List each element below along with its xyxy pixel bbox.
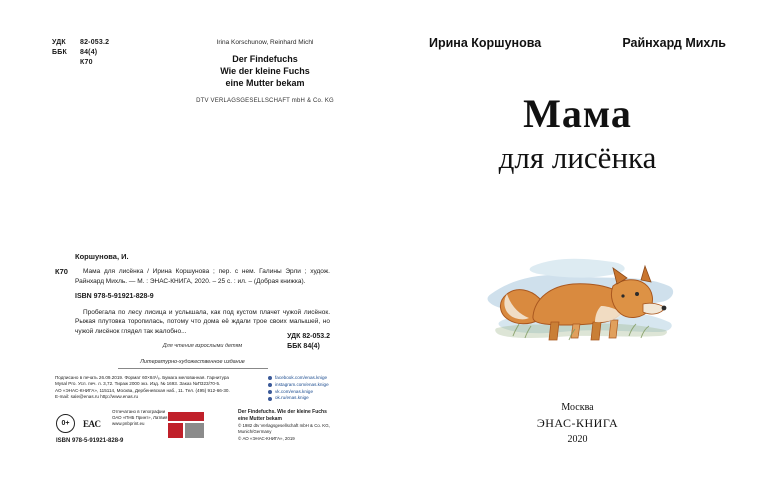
bbk-value: 84(4) [80,49,98,56]
classification-block [52,38,109,68]
vk-icon [268,390,272,394]
copyright-title-line1: Der Findefuchs. Wie der kleine Fuchs [238,409,327,415]
fox-ear-right [641,266,651,282]
classification-row [52,58,109,68]
cip-author-heading: Коршунова, И. [75,252,129,261]
divider-rule [118,368,268,369]
fox-eye-far [621,294,624,297]
copyright-line: © 1982 dtv Verlagsgesellschaft mbH & Co. KG, [238,423,330,428]
cip-age-note: Для чтения взрослыми детям [162,343,243,349]
cip-card [55,252,330,352]
fox-illustration-svg [473,228,693,368]
fox-illustration [473,228,693,368]
original-title-line2: Wie der kleine Fuchs [220,66,310,76]
classification-row [52,38,109,48]
publisher-year: 2020 [567,434,588,445]
original-title-line1: Der Findefuchs [232,54,298,64]
copyright-line: © АО «ЭНАС-КНИГА», 2019 [238,435,295,441]
shelf-label [52,58,74,68]
odnoklassniki-icon [268,397,272,401]
logo-bar-red [168,412,204,421]
printer-line: ОАО «ПНБ Принт», Латвия [112,415,168,421]
publisher-logo [168,412,204,438]
original-authors: Irina Korschunow, Reinhard Michl [216,39,314,46]
fox-leg-mid [571,324,580,338]
social-link-ok[interactable] [268,395,378,402]
social-link-label: facebook.com/enas.knige [275,375,328,380]
author-name-right: Райнхард Михль [622,36,726,50]
social-links-block [268,375,378,402]
original-title [175,53,355,89]
udk-label: УДК [52,39,66,46]
authors-row [385,36,770,50]
social-link-instagram[interactable] [268,382,378,389]
printer-line: Отпечатано в типографии [112,409,166,414]
recto-title-page [385,0,770,501]
fox-nose [662,306,667,311]
social-link-vk[interactable] [268,389,378,396]
publisher-imprint [385,400,770,447]
cip-udk-right [287,332,330,352]
title-sub-words: для лисёнка [498,140,657,175]
social-link-facebook[interactable] [268,375,378,382]
cip-annotation: Пробегала по лесу лисица и услышала, как под кустом плачет чужой лисёнок. Рыжая плутовка торопилась, потому что дома её ждали трое своих малышей, но чужой лисёнок глядел так жалобно... [75,308,330,335]
shelf-value: К70 [80,59,93,66]
cip-udk-line: УДК 82-053.2 [287,332,330,340]
fox-leg-front2 [609,320,618,338]
copyright-line: Munich/Germany [238,429,272,435]
imprint-line: АО «ЭНАС-КНИГА», 115114, Москва, Дербеневская наб., 11. Тел. (495) 912-66-30. [55,387,230,393]
book-title [385,92,770,178]
fox-leg-front [591,322,601,340]
social-link-label: instagram.com/enas.knige [275,381,329,387]
cip-bbk-line: ББК 84(4) [287,342,320,350]
logo-bar-grey [185,423,204,438]
cip-isbn: ISBN 978-5-91921-828-9 [75,293,154,300]
cip-description: Мама для лисёнка / Ирина Коршунова ; пер. с нем. Галины Эрли ; худож. Райнхард Михль. — М. : ЭНАС-КНИГА, 2020. – 25 с. : ил. – (Добрая книжка). [75,268,330,285]
facebook-icon [268,376,272,380]
printer-line: www.pnbprint.eu [112,421,145,427]
author-name-left: Ирина Коршунова [429,36,542,50]
social-link-label: vk.com/enas.knige [275,388,314,394]
classification-row [52,48,109,58]
eac-mark-icon: ЕAC [83,418,101,429]
copyright-title-line2: eine Mutter bekam [238,416,282,422]
cip-body [55,267,330,352]
imprint-line: Mysal Pro. Усл. печ. л. 3,72. Тираж 2000 экз. Изд. № 1693. Заказ №П323/70-5. [55,381,221,387]
bbk-label: ББК [52,49,67,56]
publisher-name: ЭНАС-КНИГА [536,416,619,430]
imprint-line: E-mail: sale@enas.ru http://www.enas.ru [55,394,139,400]
udk-value: 82-053.2 [80,39,110,46]
age-rating-badge: 0+ [56,414,75,433]
age-rating-block [56,414,101,433]
instagram-icon [268,383,272,387]
imprint-block [55,375,230,401]
series-note: Литературно-художественное издание [140,359,245,365]
bottom-isbn: ISBN 978-5-91921-828-9 [56,438,124,444]
cip-shelf-code: К70 [55,267,68,276]
logo-square-red [168,423,183,438]
copyright-block [238,409,368,442]
fox-leg-rear [549,322,559,340]
title-main-word: Мама [523,91,632,136]
publisher-city: Москва [561,402,594,413]
imprint-line: Подписано в печать 26.09.2019. Формат 60×84¹/₈. Бумага мелованная. Гарнитура [55,375,229,380]
fox-eye [635,292,639,296]
original-publisher: DTV VERLAGSGESELLSCHAFT mbH & Co. KG [196,98,334,104]
social-link-label: ok.ru/enas.knige [275,395,309,401]
original-edition-block [175,38,355,104]
original-title-line3: eine Mutter bekam [225,78,305,88]
